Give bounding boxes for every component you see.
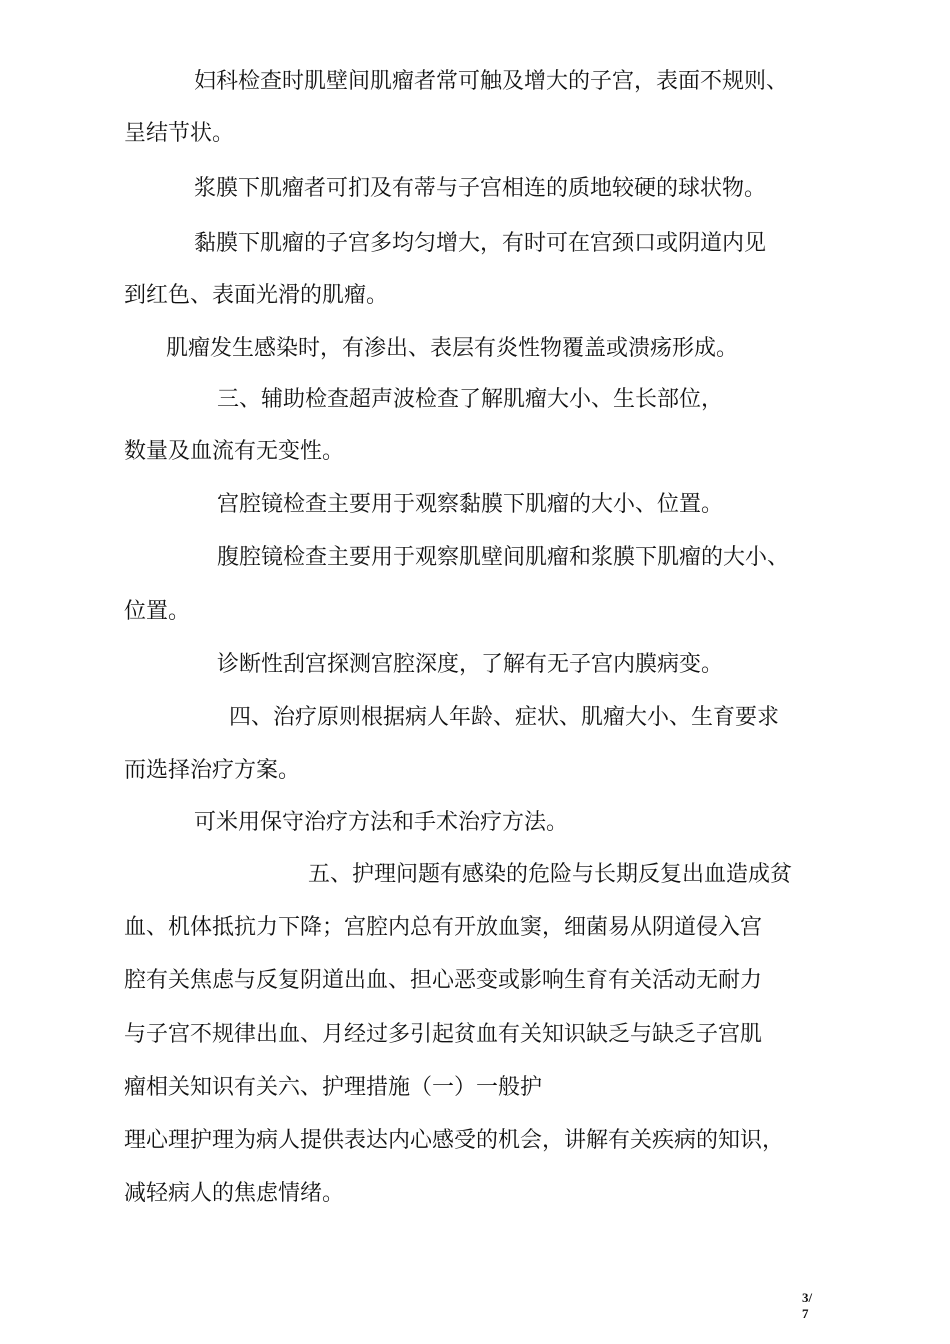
text-line: 到红色、表面光滑的肌瘤。 — [124, 283, 389, 308]
text-line: 腔有关焦虑与反复阴道出血、担心恶变或影响生育有关活动无耐力 — [124, 968, 763, 993]
text-line: 减轻病人的焦虑情绪。 — [124, 1181, 345, 1206]
text-line: 浆膜下肌瘤者可扪及有蒂与子宫相连的质地较硬的球状物。 — [194, 176, 767, 201]
text-line: 呈结节状。 — [124, 121, 235, 146]
text-line: 瘤相关知识有关六、护理措施（一）一般护 — [124, 1075, 543, 1100]
text-line: 与子宫不规律出血、月经过多引起贫血有关知识缺乏与缺乏子宫肌 — [124, 1022, 763, 1047]
page-number-total: 7 — [802, 1306, 809, 1321]
text-line: 数量及血流有无变性。 — [124, 439, 345, 464]
text-line: 妇科检查时肌壁间肌瘤者常可触及增大的子宫，表面不规则、 — [194, 69, 789, 94]
section-heading-line: 五、护理问题有感染的危险与长期反复出血造成贫 — [308, 862, 793, 887]
text-line: 而选择治疗方案。 — [124, 758, 301, 783]
text-line: 可米用保守治疗方法和手术治疗方法。 — [194, 810, 569, 835]
text-line: 黏膜下肌瘤的子宫多均匀增大，有时可在宫颈口或阴道内见 — [194, 231, 767, 256]
section-heading-line: 三、辅助检查超声波检查了解肌瘤大小、生长部位， — [217, 387, 724, 412]
text-line: 血、机体抵抗力下降；宫腔内总有开放血窦，细菌易从阴道侵入宫 — [124, 915, 763, 940]
text-line: 肌瘤发生感染时，有渗出、表层有炎性物覆盖或溃疡形成。 — [166, 336, 739, 361]
text-line: 理心理护理为病人提供表达内心感受的机会，讲解有关疾病的知识， — [124, 1128, 785, 1153]
page-number — [802, 1290, 832, 1322]
text-line: 宫腔镜检查主要用于观察黏膜下肌瘤的大小、位置。 — [217, 492, 724, 517]
text-line: 诊断性刮宫探测宫腔深度，了解有无子宫内膜病变。 — [217, 652, 724, 677]
text-line: 腹腔镜检查主要用于观察肌壁间肌瘤和浆膜下肌瘤的大小、 — [217, 545, 790, 570]
section-heading-line: 四、治疗原则根据病人年龄、症状、肌瘤大小、生育要求 — [229, 705, 780, 730]
page-number-current: 3/ — [802, 1290, 813, 1305]
text-line: 位置。 — [124, 599, 191, 624]
